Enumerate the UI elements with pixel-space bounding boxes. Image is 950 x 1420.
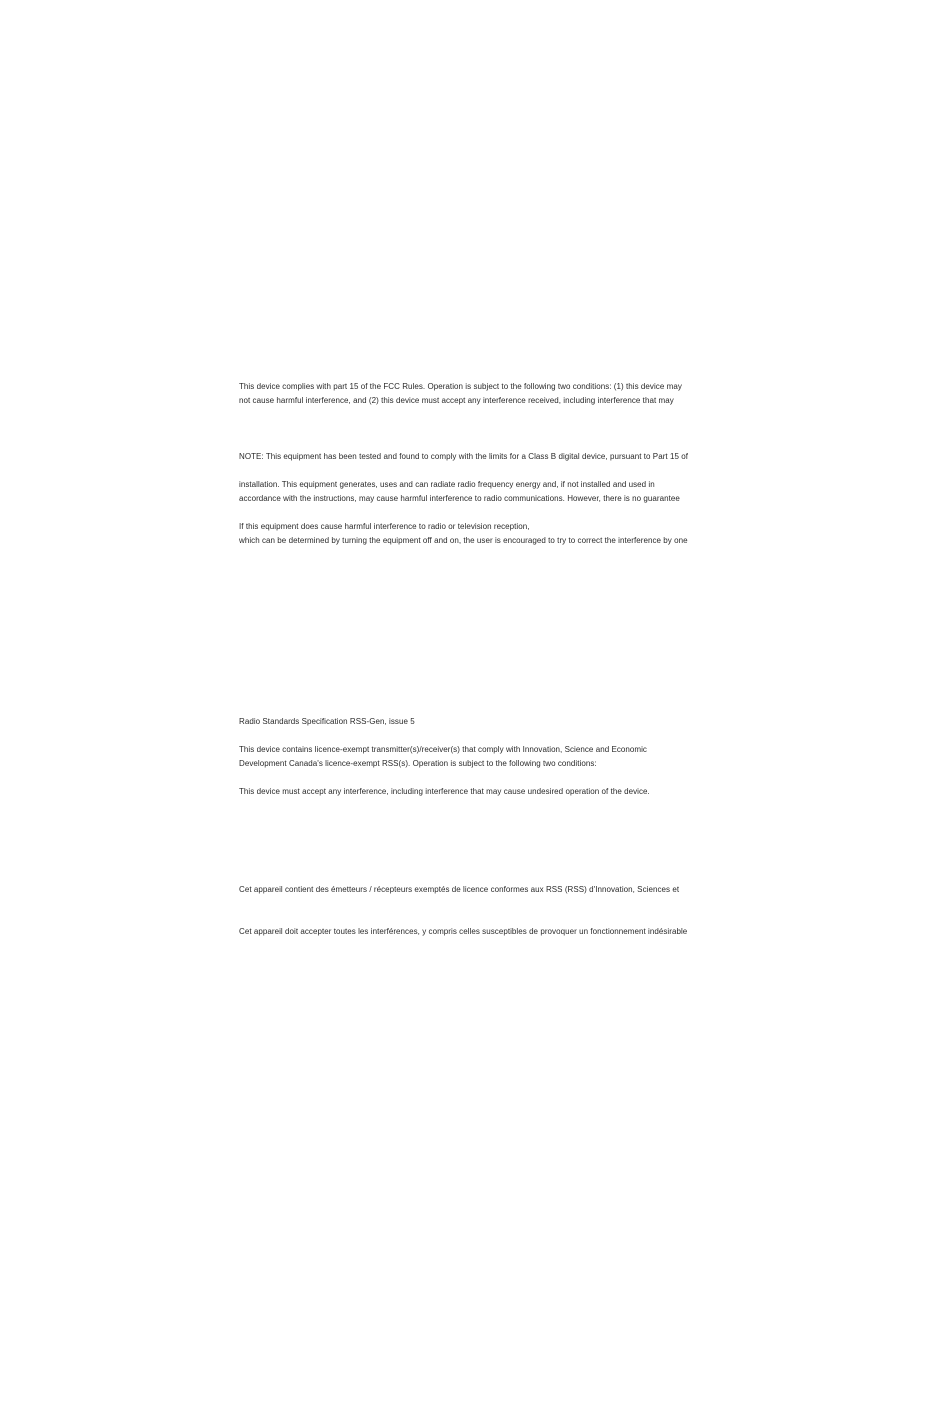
fcc-note-line-1: NOTE: This equipment has been tested and found to comply with the limits for a Class B digital device, pursuant to Part 15 of — [239, 452, 688, 461]
ised-statement-line-1: This device contains licence-exempt transmitter(s)/receiver(s) that comply with Innovation, Science and Economic — [239, 745, 647, 754]
fcc-statement-line-2: not cause harmful interference, and (2) this device must accept any interference received, including interference that may — [239, 396, 674, 405]
french-statement: Cet appareil contient des émetteurs / récepteurs exemptés de licence conformes aux RSS (RSS) d'Innovation, Sciences et — [239, 885, 680, 894]
fcc-interference-line-1: If this equipment does cause harmful interference to radio or television reception, — [239, 522, 530, 531]
ised-condition: This device must accept any interference, including interference that may cause undesired operation of the device. — [239, 787, 650, 796]
french-condition: Cet appareil doit accepter toutes les interférences, y compris celles susceptibles de provoquer un fonctionnement indésirable — [239, 927, 688, 936]
fcc-interference-line-2: which can be determined by turning the equipment off and on, the user is encouraged to try to correct the interference by one — [239, 536, 688, 545]
ised-statement-line-2: Development Canada's licence-exempt RSS(s). Operation is subject to the following two conditions: — [239, 759, 597, 768]
fcc-statement-line-1: This device complies with part 15 of the FCC Rules. Operation is subject to the following two conditions: (1) this device may — [239, 382, 682, 391]
fcc-note-line-2: installation. This equipment generates, uses and can radiate radio frequency energy and, if not installed and used in — [239, 480, 655, 489]
fcc-note-line-3: accordance with the instructions, may cause harmful interference to radio communications. However, there is no guarantee — [239, 494, 680, 503]
ised-heading: Radio Standards Specification RSS-Gen, issue 5 — [239, 717, 415, 726]
